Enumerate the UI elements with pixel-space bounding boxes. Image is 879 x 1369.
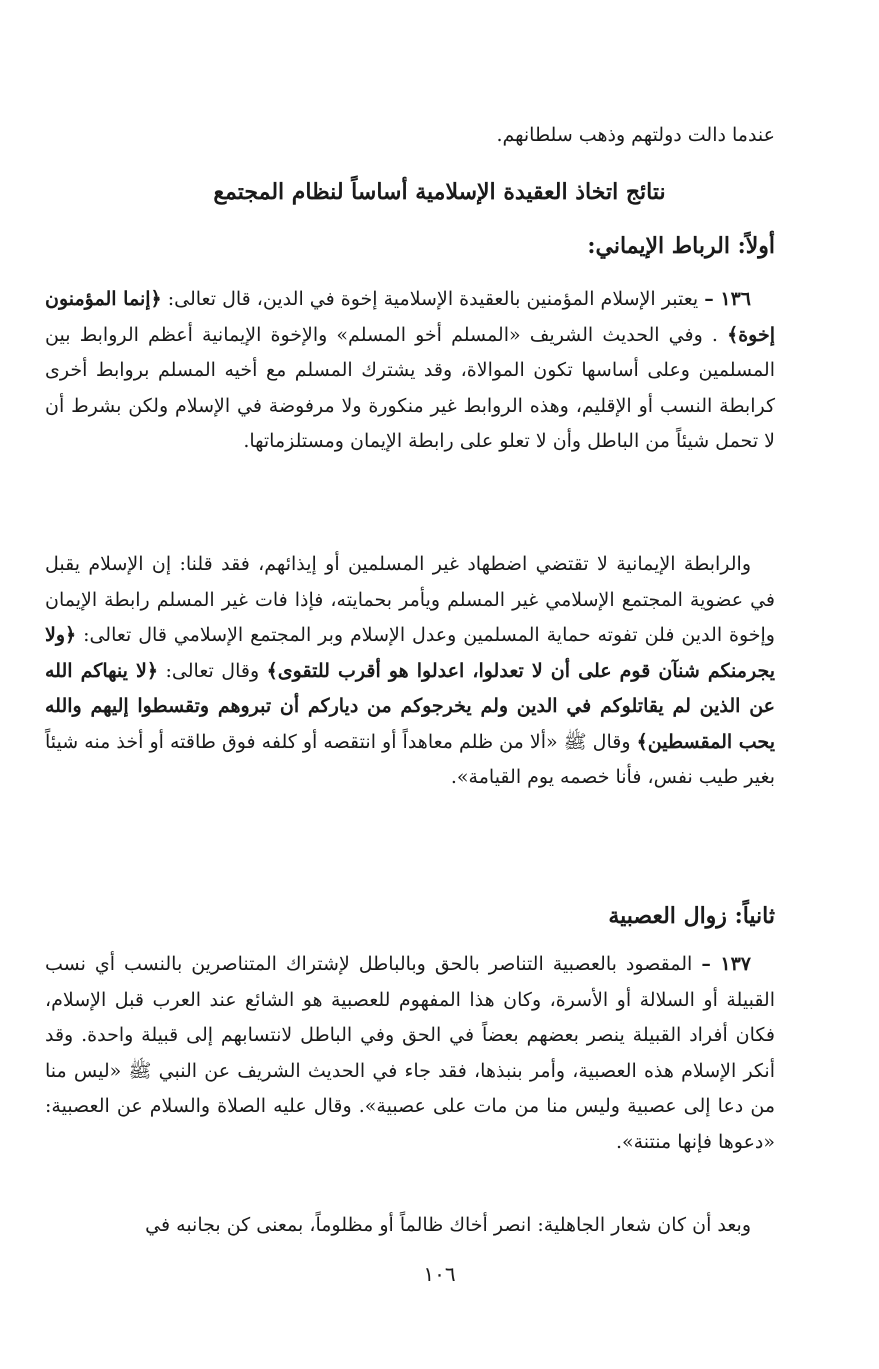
paragraph-number: ١٣٧ – [701,953,752,975]
paragraph-text: . وفي الحديث الشريف «المسلم أخو المسلم» والإخوة الإيمانية أعظم الروابط بين المسلمين وعلى أساسها تكون الموالاة، وقد يشترك المسلم مع أخيه المسلم بروابط أخرى كرابطة النسب أو الإقليم، وهذه الروابط غير منكورة ولا مرفوضة في الإسلام ولكن بشرط أن لا تحمل شيئاً من الباطل وأن لا تعلو على رابطة الإيمان ومستلزماتها. [45,323,775,452]
section-title: نتائج اتخاذ العقيدة الإسلامية أساساً لنظام المجتمع [213,179,666,205]
paragraph-tribalism-2 [45,1208,775,1244]
paragraph-text: والرابطة الإيمانية لا تقتضي اضطهاد غير المسلمين أو إيذائهم، فقد قلنا: إن الإسلام يقبل في عضوية المجتمع الإسلامي غير المسلم ويأمر بحمايته، فإذا فات غير المسلم رابطة الإيمان وإخوة الدين فلن تفوته حماية المسلمين وعدل الإسلام وبر المجتمع الإسلامي قال تعالى: [45,553,775,646]
paragraph-137 [45,947,775,1160]
page-number: ١٠٦ [423,1262,456,1286]
subheading-end-of-tribalism: ثانياً: زوال العصبية [608,903,775,929]
paragraph-faith-bond-2 [45,547,775,796]
paragraph-text: يعتبر الإسلام المؤمنين بالعقيدة الإسلامية إخوة في الدين، قال تعالى: [167,288,699,310]
paragraph-number: ١٣٦ – [704,288,751,310]
quran-quote: ﴿ولا يجرمنكم شنآن قوم على أن لا تعدلوا، اعدلوا هو أقرب للتقوى﴾ [45,624,775,682]
quran-quote: ﴿إنما المؤمنون إخوة﴾ [45,288,775,346]
paragraph-text: وبعد أن كان شعار الجاهلية: انصر أخاك ظالماً أو مظلوماً، بمعنى كن بجانبه في [145,1214,751,1236]
paragraph-text: وقال تعالى: [165,659,260,682]
continuation-text: عندما دالت دولتهم وذهب سلطانهم. [496,124,775,146]
hadith-text: وقال ﷺ «ألا من ظلم معاهداً أو انتقصه أو كلفه فوق طاقته أو أخذ منه شيئاً بغير طيب نفس، فأنا خصمه يوم القيامة». [45,730,775,788]
paragraph-text: المقصود بالعصبية التناصر بالحق وبالباطل لإشتراك المتناصرين بالنسب أي نسب القبيلة أو السلالة أو الأسرة، وكان هذا المفهوم للعصبية هو الشائع عند العرب قبل الإسلام، فكان أفراد القبيلة ينصر بعضهم بعضاً في الحق وفي الباطل لانتسابهم إلى قبيلة واحدة. وقد أنكر الإسلام هذه العصبية، وأمر بنبذها، فقد جاء في الحديث الشريف عن النبي ﷺ «ليس منا من دعا إلى عصبية وليس منا من مات على عصبية». وقال عليه الصلاة والسلام عن العصبية: «دعوها فإنها منتنة». [45,953,775,1153]
subheading-faith-bond: أولاً: الرباط الإيماني: [587,233,775,259]
continuation-line [45,118,775,154]
quran-quote: ﴿لا ينهاكم الله عن الذين لم يقاتلوكم في الدين ولم يخرجوكم من دياركم أن تبروهم وتقسطوا إليهم والله يحب المقسطين﴾ [45,659,775,753]
paragraph-136 [45,282,775,460]
